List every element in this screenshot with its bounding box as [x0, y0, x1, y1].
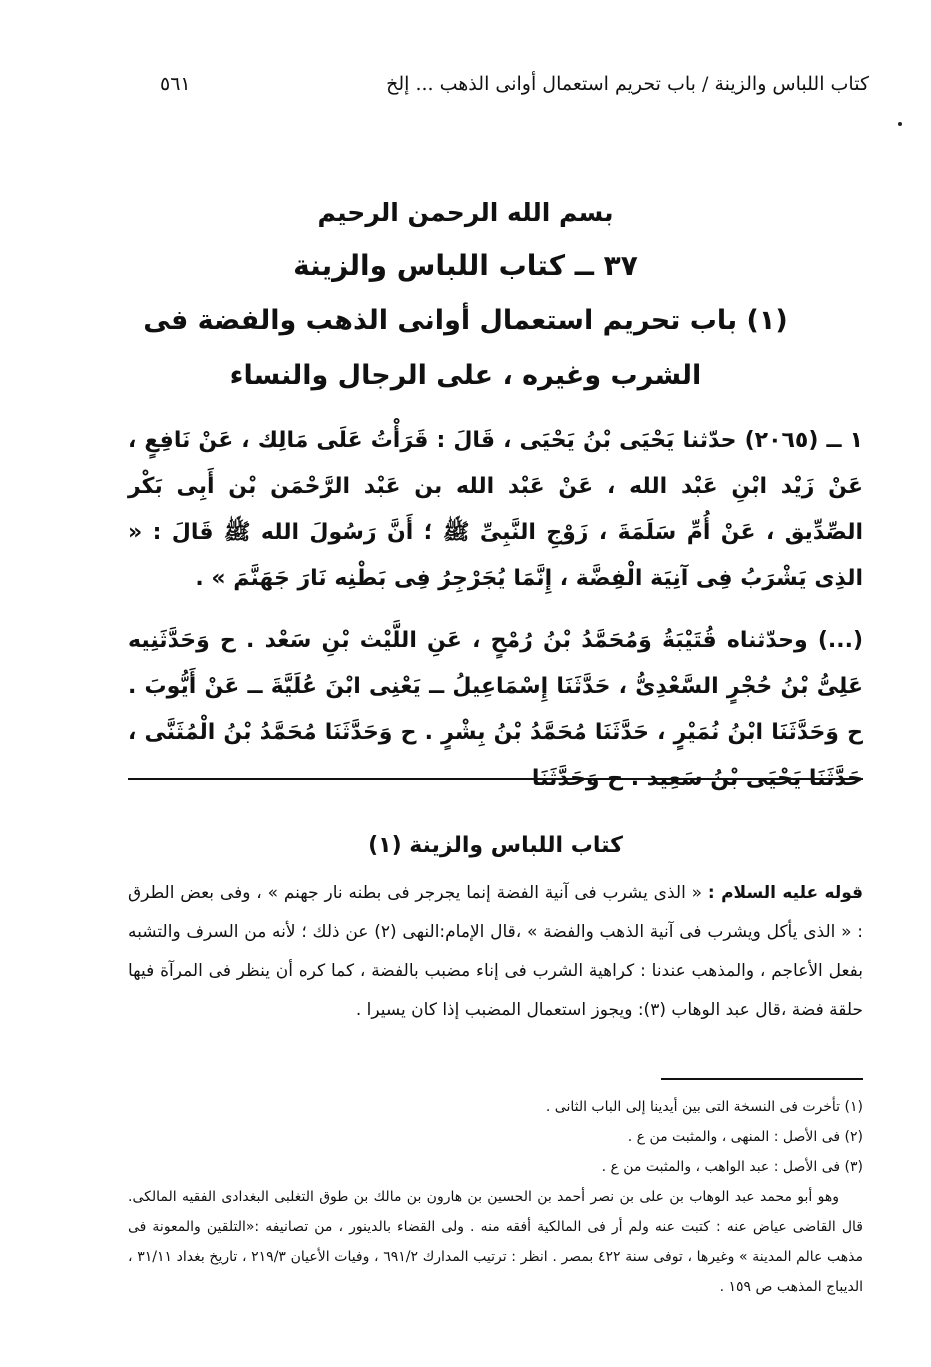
footnotes: [128, 1092, 863, 1302]
header-left-group: [122, 73, 191, 95]
page-number: ٥٦١: [160, 73, 191, 95]
chapter-title-line1: (١) باب تحريم استعمال أوانى الذهب والفضة فى: [143, 305, 788, 336]
commentary-body: « الذى يشرب فى آنية الفضة إنما يجرجر فى بطنه نار جهنم » ، وفى بعض الطرق : « الذى يأكل ويشرب فى آنية الذهب والفضة » ،قال الإمام:النهى (٢) عن ذلك ؛ لأنه من السرف والتشبه بفعل الأعاجم ، والمذهب عندنا : كراهية الشرب فى إناء مضبب بالفضة ، كما كره أن ينظر فى المرآة فيها حلقة فضة ،قال عبد الوهاب (٣): ويجوز استعمال المضبب إذا كان يسيرا .: [128, 883, 863, 1020]
hadith-text: [128, 418, 863, 802]
running-title: كتاب اللباس والزينة / باب تحريم استعمال أوانى الذهب ... إلخ: [386, 73, 869, 95]
footnote: (٢) فى الأصل : المنهى ، والمثبت من ع .: [627, 1129, 863, 1145]
commentary-text: [128, 874, 863, 1030]
hadith-paragraph: (...) وحدّثناه قُتَيْبَةُ وَمُحَمَّدُ بْنُ رُمْحٍ ، عَنِ اللَّيْث بْنِ سَعْد . ح وَحَدَّثَنِيه عَلِىُّ بْنُ حُجْرٍ السَّعْدِىُّ ، حَدَّثَنَا إِسْمَاعِيلُ ــ يَعْنِى ابْنَ عُلَيَّةَ ــ عَنْ أَيُّوبَ . ح وَحَدَّثَنَا ابْنُ نُمَيْرٍ ، حَدَّثَنَا مُحَمَّدُ بْنُ بِشْرٍ . ح وَحَدَّثَنَا مُحَمَّدُ بْنُ الْمُثَنَّى ، حَدَّثَنَا يَحْيَى بْنُ سَعِيد . ح وَحَدَّثَنَا: [128, 628, 863, 791]
chapter-title-line2: الشرب وغيره ، على الرجال والنساء: [229, 360, 702, 391]
hadith-paragraph: ١ ــ (٢٠٦٥) حدّثنا يَحْيَى بْنُ يَحْيَى ، قَالَ : قَرَأْتُ عَلَى مَالِك ، عَنْ نَافِعٍ ، عَنْ زَيْد ابْنِ عَبْد الله ، عَنْ عَبْد الله بن عَبْد الرَّحْمَن بْن أَبِى بَكْر الصِّدِّيق ، عَنْ أُمِّ سَلَمَةَ ، زَوْجِ النَّبِىِّ ﷺ ؛ أَنَّ رَسُولَ الله ﷺ قَالَ : « الذِى يَشْرَبُ فِى آنِيَة الْفِضَّة ، إِنَّمَا يُجَرْجِرُ فِى بَطْنِه نَارَ جَهَنَّمَ » .: [128, 428, 863, 591]
headings-block: [130, 188, 801, 404]
footnote: (٣) فى الأصل : عبد الواهب ، والمثبت من ع .: [601, 1159, 863, 1175]
footnote: (١) تأخرت فى النسخة التى بين أيدينا إلى الباب الثانى .: [545, 1099, 863, 1115]
ink-dot: [898, 122, 902, 126]
commentary-title: كتاب اللباس والزينة (١): [368, 833, 623, 858]
commentary-paragraph: [128, 874, 863, 1030]
footnote-rule: [661, 1078, 863, 1080]
footnote-biography: وهو أبو محمد عبد الوهاب بن على بن نصر أحمد بن الحسين بن هارون بن مالك بن طوق التغلبى البغدادى الفقيه المالكى. قال القاضى عياض عنه : كتبت عنه ولم أر فى المالكية أفقه منه . ولى القضاء بالدينور ، من تصانيفه :«التلقين والمعونة فى مذهب عالم المدينة » وغيرها ، توفى سنة ٤٢٢ بمصر . انظر : ترتيب المدارك ٦٩١/٢ ، وفيات الأعيان ٢١٩/٣ ، تاريخ بغداد ٣١/١١ ، الديباج المذهب ص ١٥٩ .: [128, 1189, 863, 1295]
section-divider: [128, 778, 863, 780]
book-title: ٣٧ ــ كتاب اللباس والزينة: [293, 249, 638, 282]
commentary-lead: قوله عليه السلام :: [707, 883, 864, 903]
running-header: [122, 66, 869, 102]
basmala: بسم الله الرحمن الرحيم: [317, 198, 614, 227]
